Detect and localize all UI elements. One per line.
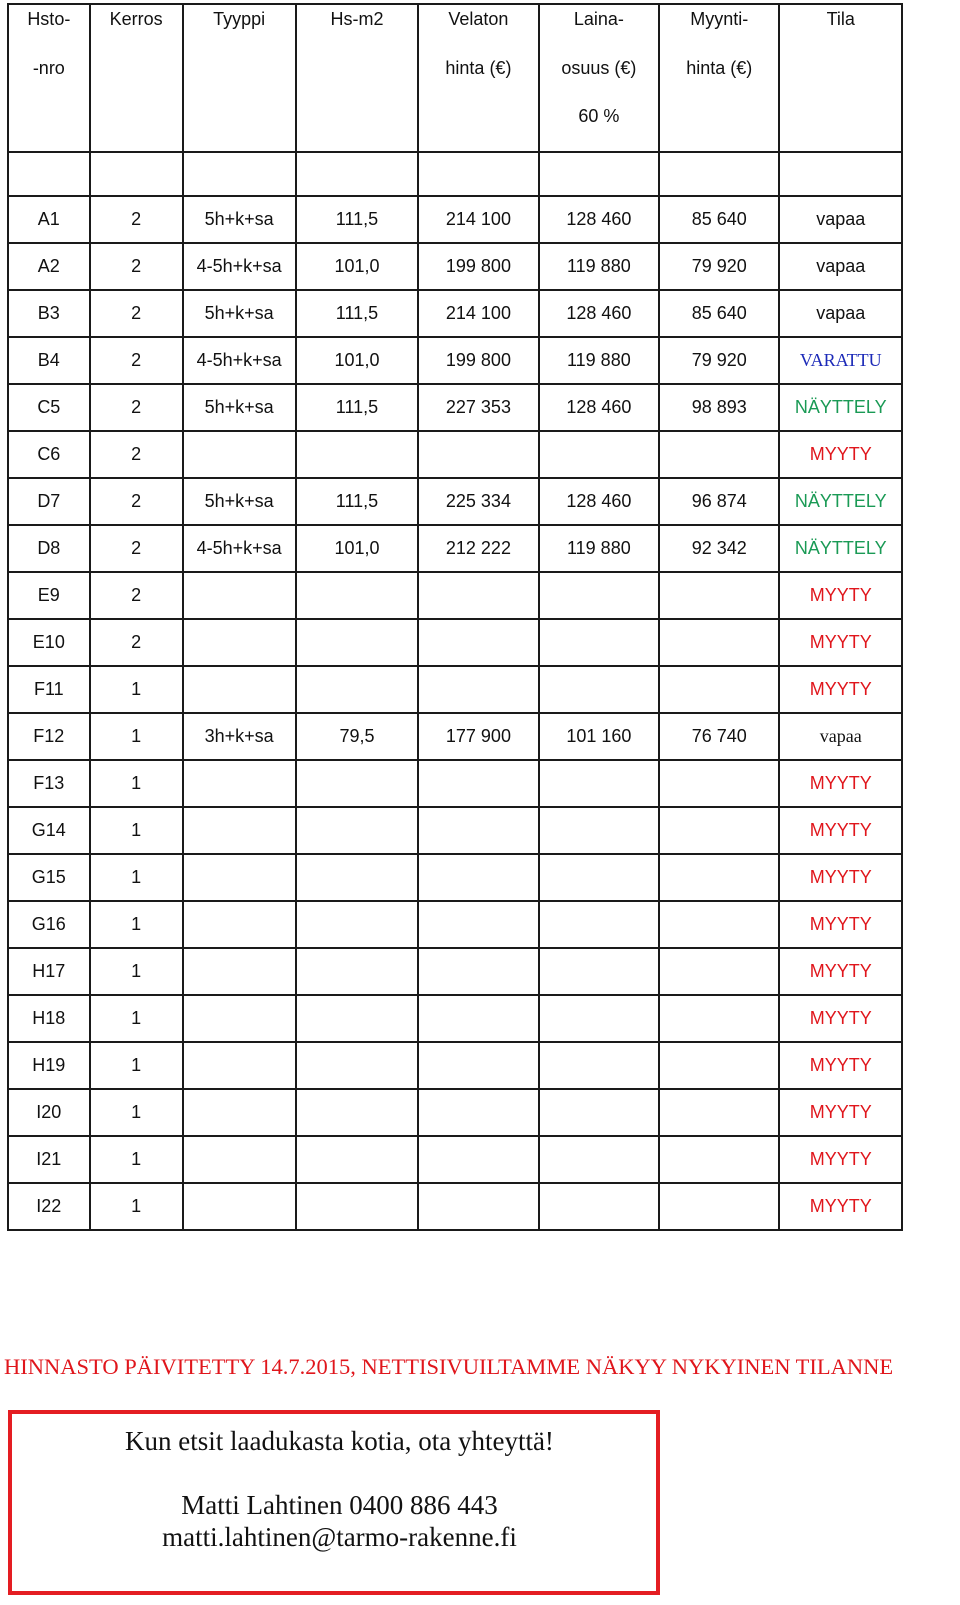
apartment-type	[183, 1042, 296, 1089]
floor: 1	[90, 713, 183, 760]
table-row	[8, 572, 902, 619]
loan-share	[539, 807, 659, 854]
sale-price	[659, 1089, 779, 1136]
sale-price	[659, 1042, 779, 1089]
debt-free-price	[418, 1089, 538, 1136]
table-row	[8, 525, 902, 572]
floor: 2	[90, 431, 183, 478]
apartment-type	[183, 901, 296, 948]
apartment-number: H19	[8, 1042, 90, 1089]
debt-free-price	[418, 948, 538, 995]
status-label: vapaa	[779, 713, 902, 760]
area-m2: 111,5	[296, 290, 418, 337]
status-label: MYYTY	[779, 619, 902, 666]
sale-price	[659, 807, 779, 854]
sale-price	[659, 1183, 779, 1230]
header-cell: hinta (€)	[659, 54, 779, 102]
contact-email[interactable]: matti.lahtinen@tarmo-rakenne.fi	[162, 1522, 517, 1552]
apartment-type: 4-5h+k+sa	[183, 525, 296, 572]
area-m2: 111,5	[296, 384, 418, 431]
floor: 1	[90, 854, 183, 901]
table-row	[8, 666, 902, 713]
table-row	[8, 995, 902, 1042]
debt-free-price	[418, 619, 538, 666]
loan-share: 128 460	[539, 196, 659, 243]
floor: 2	[90, 290, 183, 337]
header-cell	[90, 54, 183, 102]
sale-price	[659, 431, 779, 478]
status-label: MYYTY	[779, 901, 902, 948]
loan-share: 128 460	[539, 290, 659, 337]
area-m2: 101,0	[296, 243, 418, 290]
loan-share: 128 460	[539, 384, 659, 431]
loan-share	[539, 1136, 659, 1183]
apartment-number: A2	[8, 243, 90, 290]
loan-share	[539, 995, 659, 1042]
debt-free-price	[418, 666, 538, 713]
table-row	[8, 384, 902, 431]
apartment-type: 5h+k+sa	[183, 290, 296, 337]
header-cell	[183, 152, 296, 196]
apartment-number: G14	[8, 807, 90, 854]
sale-price	[659, 760, 779, 807]
loan-share: 128 460	[539, 478, 659, 525]
apartment-number: F11	[8, 666, 90, 713]
table-row	[8, 619, 902, 666]
apartment-type	[183, 572, 296, 619]
sale-price: 85 640	[659, 196, 779, 243]
loan-share	[539, 1042, 659, 1089]
sale-price	[659, 666, 779, 713]
status-label: MYYTY	[779, 666, 902, 713]
status-label: NÄYTTELY	[779, 384, 902, 431]
apartment-type	[183, 619, 296, 666]
floor: 1	[90, 807, 183, 854]
loan-share: 119 880	[539, 243, 659, 290]
apartment-number: B3	[8, 290, 90, 337]
apartment-type	[183, 1089, 296, 1136]
sale-price: 98 893	[659, 384, 779, 431]
floor: 2	[90, 619, 183, 666]
apartment-type: 5h+k+sa	[183, 478, 296, 525]
header-row	[8, 4, 902, 54]
loan-share	[539, 948, 659, 995]
debt-free-price	[418, 807, 538, 854]
price-table-body	[8, 4, 902, 1230]
sale-price: 79 920	[659, 243, 779, 290]
apartment-type	[183, 760, 296, 807]
table-row	[8, 1089, 902, 1136]
status-label: MYYTY	[779, 1089, 902, 1136]
status-label: MYYTY	[779, 1042, 902, 1089]
sale-price: 92 342	[659, 525, 779, 572]
apartment-number: G16	[8, 901, 90, 948]
apartment-type: 4-5h+k+sa	[183, 243, 296, 290]
apartment-type	[183, 1183, 296, 1230]
contact-name-phone: Matti Lahtinen 0400 886 443	[181, 1490, 498, 1520]
header-cell	[418, 102, 538, 152]
contact-box	[8, 1410, 660, 1595]
debt-free-price	[418, 1136, 538, 1183]
area-m2	[296, 760, 418, 807]
sale-price	[659, 948, 779, 995]
floor: 2	[90, 384, 183, 431]
debt-free-price: 225 334	[418, 478, 538, 525]
apartment-number: D7	[8, 478, 90, 525]
floor: 1	[90, 666, 183, 713]
header-cell	[90, 102, 183, 152]
sale-price	[659, 995, 779, 1042]
header-cell	[296, 54, 418, 102]
loan-share	[539, 572, 659, 619]
area-m2	[296, 948, 418, 995]
table-row	[8, 196, 902, 243]
table-row	[8, 713, 902, 760]
area-m2	[296, 901, 418, 948]
header-cell	[296, 152, 418, 196]
status-label: MYYTY	[779, 807, 902, 854]
area-m2: 101,0	[296, 337, 418, 384]
table-row	[8, 948, 902, 995]
debt-free-price	[418, 901, 538, 948]
header-cell	[90, 152, 183, 196]
loan-share	[539, 1089, 659, 1136]
apartment-type: 4-5h+k+sa	[183, 337, 296, 384]
status-label: MYYTY	[779, 572, 902, 619]
loan-share: 101 160	[539, 713, 659, 760]
table-row	[8, 807, 902, 854]
area-m2: 79,5	[296, 713, 418, 760]
table-row	[8, 1183, 902, 1230]
header-cell: Velaton	[418, 4, 538, 54]
area-m2	[296, 854, 418, 901]
header-cell: 60 %	[539, 102, 659, 152]
apartment-type	[183, 666, 296, 713]
header-cell	[418, 152, 538, 196]
header-cell	[183, 54, 296, 102]
floor: 2	[90, 572, 183, 619]
apartment-number: E9	[8, 572, 90, 619]
loan-share	[539, 431, 659, 478]
area-m2	[296, 1042, 418, 1089]
loan-share	[539, 619, 659, 666]
header-cell	[779, 152, 902, 196]
header-row	[8, 54, 902, 102]
apartment-type	[183, 854, 296, 901]
debt-free-price: 212 222	[418, 525, 538, 572]
apartment-type: 3h+k+sa	[183, 713, 296, 760]
status-label: MYYTY	[779, 995, 902, 1042]
floor: 2	[90, 525, 183, 572]
area-m2: 111,5	[296, 478, 418, 525]
apartment-number: I20	[8, 1089, 90, 1136]
area-m2	[296, 807, 418, 854]
header-cell: Hsto-	[8, 4, 90, 54]
area-m2	[296, 619, 418, 666]
floor: 1	[90, 1136, 183, 1183]
debt-free-price	[418, 1042, 538, 1089]
table-row	[8, 854, 902, 901]
header-row	[8, 102, 902, 152]
sale-price: 96 874	[659, 478, 779, 525]
apartment-number: D8	[8, 525, 90, 572]
debt-free-price	[418, 1183, 538, 1230]
header-cell	[659, 102, 779, 152]
apartment-type: 5h+k+sa	[183, 384, 296, 431]
status-label: VARATTU	[779, 337, 902, 384]
floor: 1	[90, 948, 183, 995]
area-m2	[296, 1089, 418, 1136]
header-cell: Kerros	[90, 4, 183, 54]
apartment-number: G15	[8, 854, 90, 901]
table-row	[8, 431, 902, 478]
floor: 1	[90, 760, 183, 807]
status-label: MYYTY	[779, 760, 902, 807]
status-label: NÄYTTELY	[779, 478, 902, 525]
status-label: vapaa	[779, 196, 902, 243]
debt-free-price	[418, 760, 538, 807]
apartment-number: F12	[8, 713, 90, 760]
apartment-type	[183, 1136, 296, 1183]
price-table	[7, 3, 903, 1231]
header-cell	[183, 102, 296, 152]
sale-price: 76 740	[659, 713, 779, 760]
apartment-number: E10	[8, 619, 90, 666]
floor: 2	[90, 478, 183, 525]
header-cell: Laina-	[539, 4, 659, 54]
apartment-type	[183, 807, 296, 854]
header-row	[8, 152, 902, 196]
header-cell: Tila	[779, 4, 902, 54]
table-row	[8, 760, 902, 807]
status-label: MYYTY	[779, 948, 902, 995]
apartment-number: C6	[8, 431, 90, 478]
sale-price	[659, 1136, 779, 1183]
status-label: MYYTY	[779, 1183, 902, 1230]
status-label: NÄYTTELY	[779, 525, 902, 572]
debt-free-price: 214 100	[418, 290, 538, 337]
apartment-number: I21	[8, 1136, 90, 1183]
loan-share	[539, 1183, 659, 1230]
sale-price	[659, 901, 779, 948]
apartment-type	[183, 948, 296, 995]
header-cell: Myynti-	[659, 4, 779, 54]
apartment-number: I22	[8, 1183, 90, 1230]
status-label: MYYTY	[779, 431, 902, 478]
debt-free-price: 177 900	[418, 713, 538, 760]
header-cell	[539, 152, 659, 196]
update-note: HINNASTO PÄIVITETTY 14.7.2015, NETTISIVUILTAMME NÄKYY NYKYINEN TILANNE	[4, 1354, 894, 1379]
area-m2	[296, 572, 418, 619]
header-cell: Tyyppi	[183, 4, 296, 54]
header-cell	[779, 102, 902, 152]
apartment-number: H18	[8, 995, 90, 1042]
table-row	[8, 337, 902, 384]
status-label: MYYTY	[779, 1136, 902, 1183]
debt-free-price	[418, 572, 538, 619]
area-m2	[296, 1136, 418, 1183]
apartment-number: A1	[8, 196, 90, 243]
floor: 1	[90, 995, 183, 1042]
area-m2	[296, 431, 418, 478]
floor: 1	[90, 1042, 183, 1089]
sale-price: 85 640	[659, 290, 779, 337]
loan-share	[539, 854, 659, 901]
sale-price	[659, 572, 779, 619]
sale-price: 79 920	[659, 337, 779, 384]
floor: 2	[90, 243, 183, 290]
header-cell	[8, 102, 90, 152]
area-m2: 101,0	[296, 525, 418, 572]
loan-share: 119 880	[539, 337, 659, 384]
apartment-type	[183, 995, 296, 1042]
area-m2	[296, 995, 418, 1042]
apartment-number: C5	[8, 384, 90, 431]
loan-share	[539, 901, 659, 948]
status-label: MYYTY	[779, 854, 902, 901]
header-cell	[296, 102, 418, 152]
debt-free-price	[418, 431, 538, 478]
debt-free-price: 199 800	[418, 337, 538, 384]
header-cell: hinta (€)	[418, 54, 538, 102]
table-row	[8, 1042, 902, 1089]
header-cell	[779, 54, 902, 102]
debt-free-price	[418, 854, 538, 901]
floor: 1	[90, 901, 183, 948]
loan-share	[539, 760, 659, 807]
header-cell	[659, 152, 779, 196]
loan-share: 119 880	[539, 525, 659, 572]
loan-share	[539, 666, 659, 713]
table-row	[8, 901, 902, 948]
table-row	[8, 243, 902, 290]
area-m2: 111,5	[296, 196, 418, 243]
sale-price	[659, 619, 779, 666]
floor: 1	[90, 1183, 183, 1230]
apartment-type	[183, 431, 296, 478]
apartment-number: B4	[8, 337, 90, 384]
debt-free-price: 199 800	[418, 243, 538, 290]
table-row	[8, 290, 902, 337]
debt-free-price: 214 100	[418, 196, 538, 243]
header-cell: -nro	[8, 54, 90, 102]
table-row	[8, 1136, 902, 1183]
area-m2	[296, 666, 418, 713]
apartment-number: F13	[8, 760, 90, 807]
header-cell	[8, 152, 90, 196]
apartment-number: H17	[8, 948, 90, 995]
table-row	[8, 478, 902, 525]
status-label: vapaa	[779, 290, 902, 337]
debt-free-price: 227 353	[418, 384, 538, 431]
header-cell: Hs-m2	[296, 4, 418, 54]
floor: 2	[90, 196, 183, 243]
sale-price	[659, 854, 779, 901]
apartment-type: 5h+k+sa	[183, 196, 296, 243]
floor: 1	[90, 1089, 183, 1136]
header-cell: osuus (€)	[539, 54, 659, 102]
area-m2	[296, 1183, 418, 1230]
status-label: vapaa	[779, 243, 902, 290]
floor: 2	[90, 337, 183, 384]
debt-free-price	[418, 995, 538, 1042]
contact-tagline: Kun etsit laadukasta kotia, ota yhteyttä!	[125, 1426, 554, 1456]
